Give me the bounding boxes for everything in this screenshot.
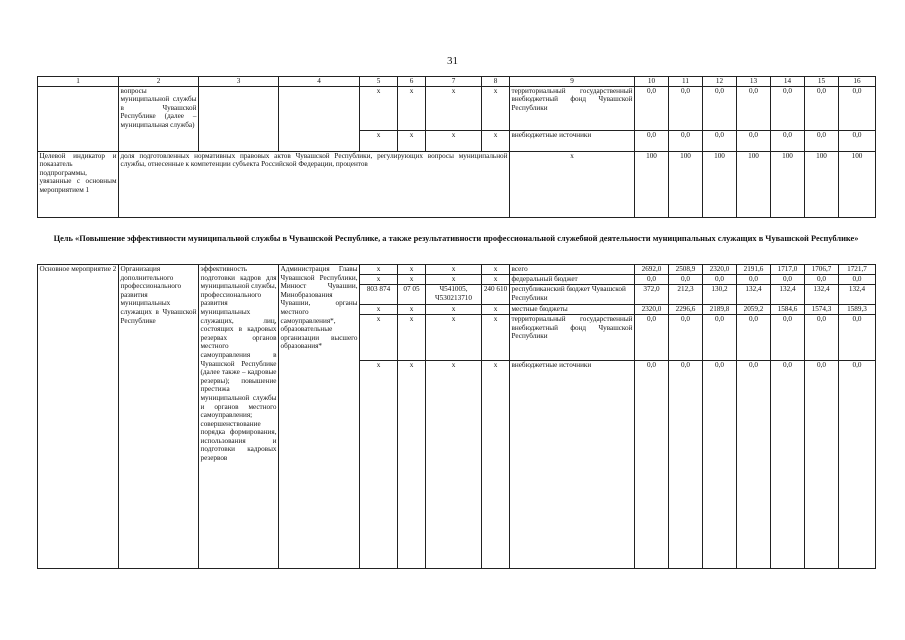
table-row: х х х х внебюджетные источники 0,0 0,0 0,0 0,0 0,0 0,0 0,0 (38, 130, 876, 151)
table-row: вопросы муниципальной службы в Чувашской Республике (далее – муниципальная служба) х х х х территориальный государственный внебюджетный фонд Чувашской Республики 0,0 0,0 0,0 0,0 0,0 0,0 0,0 (38, 86, 876, 130)
header-cell: 13 (737, 77, 771, 87)
header-cell: 9 (510, 77, 635, 87)
indicator-row: Целевой индикатор и показатель подпрограммы, увязанные с основным мероприятием 1 доля подготовленных нормативных правовых актов Чувашской Республики, регулирующих вопросы муниципальной службы, отнесенные к компетенции субъекта Российской Федерации, процентов х 100 100 100 100 100 100 100 (38, 151, 876, 217)
table-row: х х х х внебюджетные источники 0,0 0,0 0,0 0,0 0,0 0,0 0,0 (38, 361, 876, 569)
funding-source: всего (510, 265, 635, 275)
column-number-row (38, 77, 876, 87)
header-cell: 11 (669, 77, 703, 87)
funding-source: федеральный бюджет (510, 275, 635, 285)
header-cell: 15 (805, 77, 839, 87)
header-cell: 2 (119, 77, 199, 87)
indicator-label: Целевой индикатор и показатель подпрограммы, увязанные с основным мероприятием 1 (38, 151, 119, 217)
table-row: х х х х местные бюджеты 2320,0 2296,6 2189,8 2059,2 1584,6 1574,3 1589,3 (38, 305, 876, 315)
funding-source: местные бюджеты (510, 305, 635, 315)
main-activity-label: Основное мероприятие 2 (38, 265, 119, 569)
funding-source: внебюджетные источники (510, 130, 635, 151)
table-row: 803 874 07 05 Ч541005, Ч530213710 240 610 республиканский бюджет Чувашской Республики 372,0 212,3 130,2 132,4 132,4 132,4 132,4 (38, 285, 876, 305)
header-cell: 16 (839, 77, 876, 87)
funding-source: территориальный государственный внебюджетный фонд Чувашской Республики (510, 315, 635, 361)
table-row: х х х х федеральный бюджет 0,0 0,0 0,0 0,0 0,0 0,0 0,0 (38, 275, 876, 285)
header-cell: 7 (426, 77, 482, 87)
header-cell: 10 (635, 77, 669, 87)
col2-continuation-text: вопросы муниципальной службы в Чувашской Республике (далее – муниципальная служба) (119, 86, 199, 151)
header-cell: 8 (482, 77, 510, 87)
lower-table (37, 264, 876, 569)
header-cell: 6 (398, 77, 426, 87)
funding-source: территориальный государственный внебюджетный фонд Чувашской Республики (510, 86, 635, 130)
header-cell: 4 (279, 77, 360, 87)
main-activity-name: Организация дополнительного профессионального развития муниципальных служащих в Чувашской Республике (119, 265, 199, 569)
header-cell: 1 (38, 77, 119, 87)
header-cell: 5 (360, 77, 398, 87)
funding-source: республиканский бюджет Чувашской Республики (510, 285, 635, 305)
main-activity-result: эффективность подготовки кадров для муниципальной службы, профессионального развития муниципальных служащих, лиц, состоящих в кадровых резервах органов местного самоуправления в Чувашской Республике (далее также – кадровые резервы); повышение престижа муниципальной службы и органов местного самоуправления; совершенствование порядка формирования, использования и подготовки кадровых резервов (199, 265, 279, 569)
indicator-text: доля подготовленных нормативных правовых актов Чувашской Республики, регулирующих вопросы муниципальной службы, отнесенные к компетенции субъекта Российской Федерации, процентов (119, 151, 510, 217)
main-activity-executors: Администрация Главы Чувашской Республики, Минюст Чувашии, Минобразования Чувашии, органы местного самоуправления*, образовательные организации высшего образования* (279, 265, 360, 569)
funding-source: внебюджетные источники (510, 361, 635, 569)
table-row: Основное мероприятие 2 Организация дополнительного профессионального развития муниципальных служащих в Чувашской Республике эффективность подготовки кадров для муниципальной службы, профессионального развития муниципальных служащих, лиц, состоящих в кадровых резервах органов местного самоуправления в Чувашской Республике (далее также – кадровые резервы); повышение престижа муниципальной службы и органов местного самоуправления; совершенствование порядка формирования, использования и подготовки кадровых резервов Администрация Главы Чувашской Республики, Минюст Чувашии, Минобразования Чувашии, органы местного самоуправления*, образовательные организации высшего образования* х х х х всего 2692,0 2508,9 2320,0 2191,6 1717,0 1706,7 1721,7 (38, 265, 876, 275)
upper-table (37, 76, 876, 218)
header-cell: 12 (703, 77, 737, 87)
table-row: х х х х территориальный государственный внебюджетный фонд Чувашской Республики 0,0 0,0 0,0 0,0 0,0 0,0 0,0 (38, 315, 876, 361)
header-cell: 14 (771, 77, 805, 87)
page-number: 31 (447, 55, 458, 67)
goal-title: Цель «Повышение эффективности муниципальной службы в Чувашской Республике, а также результативности профессиональной служебной деятельности муниципальных служащих в Чувашской Республике» (53, 234, 859, 243)
header-cell: 3 (199, 77, 279, 87)
